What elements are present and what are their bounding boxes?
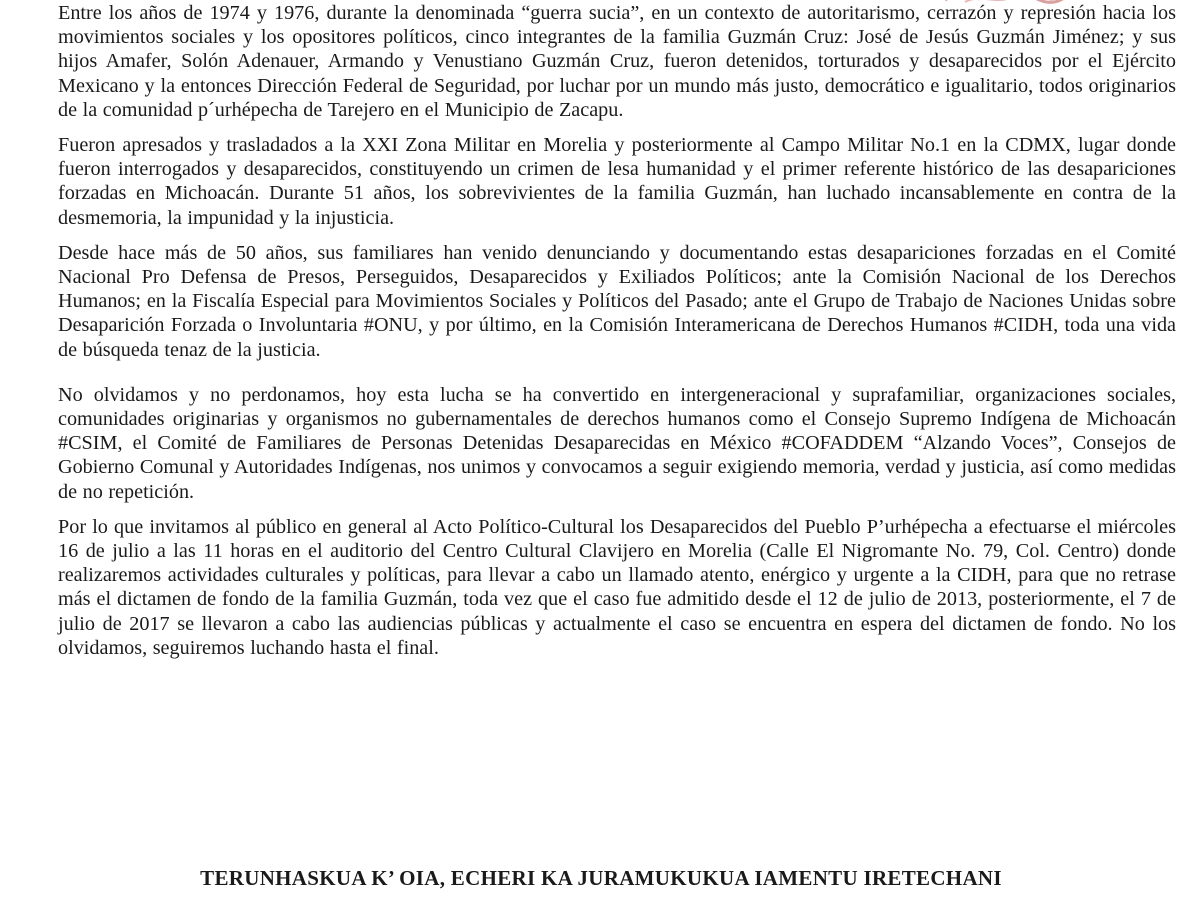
- paragraph-apresados: Fueron apresados y trasladados a la XXI Zona Militar en Morelia y posteriormente al Campo Militar No.1 en la CDMX, lugar donde fueron interrogados y desaparecidos, constituyendo un crimen de lesa humanidad y el primer referente histórico de las desapariciones forzadas en Michoacán. Durante 51 años, los sobrevivientes de la familia Guzmán, han luchado incansablemente en contra de la desmemoria, la impunidad y la injusticia.: [58, 134, 1176, 229]
- paragraph-invitacion: Por lo que invitamos al público en general al Acto Político-Cultural los Desaparecidos del Pueblo P’urhépecha a efectuarse el miércoles 16 de julio a las 11 horas en el auditorio del Centro Cultural Clavijero en Morelia (Calle El Nigromante No. 79, Col. Centro) donde realizaremos actividades culturales y políticas, para llevar a cabo un llamado atento, enérgico y urgente a la CIDH, para que no retrase más el dictamen de fondo de la familia Guzmán, toda vez que el caso fue admitido desde el 12 de julio de 2013, posteriormente, el 7 de julio de 2017 se llevaron a cabo las audiencias públicas y actualmente el caso se encuentra en espera del dictamen de fondo. No los olvidamos, seguiremos luchando hasta el final.: [58, 515, 1176, 659]
- cut-off-line: [0, 892, 1200, 900]
- document-body: [58, 1, 1176, 671]
- paragraph-guerra-sucia: Entre los años de 1974 y 1976, durante la denominada “guerra sucia”, en un contexto de autoritarismo, cerrazón y represión hacia los movimientos sociales y los opositores políticos, cinco integrantes de la familia Guzmán Cruz: José de Jesús Guzmán Jiménez; y sus hijos Amafer, Solón Adenauer, Armando y Venustiano Guzmán Cruz, fueron detenidos, torturados y desaparecidos por el Ejército Mexicano y la entonces Dirección Federal de Seguridad, por luchar por un mundo más justo, democrático e igualitario, todos originarios de la comunidad p´urhépecha de Tarejero en el Municipio de Zacapu.: [58, 2, 1176, 121]
- cut-off-text-decoration: [0, 892, 1200, 899]
- paragraph-denuncias: Desde hace más de 50 años, sus familiares han venido denunciando y documentando estas desapariciones forzadas en el Comité Nacional Pro Defensa de Presos, Perseguidos, Desaparecidos y Exiliados Políticos; ante la Comisión Nacional de los Derechos Humanos; en la Fiscalía Especial para Movimientos Sociales y Políticos del Pasado; ante el Grupo de Trabajo de Naciones Unidas sobre Desaparición Forzada o Involuntaria #ONU, y por último, en la Comisión Interamericana de Derechos Humanos #CIDH, toda una vida de búsqueda tenaz de la justicia.: [58, 241, 1176, 361]
- closing-heading: TERUNHASKUA K’ OIA, ECHERI KA JURAMUKUKUA IAMENTU IRETECHANI: [200, 866, 1002, 890]
- paragraph-no-olvidamos: No olvidamos y no perdonamos, hoy esta lucha se ha convertido en intergeneracional y suprafamiliar, organizaciones sociales, comunidades originarias y organismos no gubernamentales de derechos humanos como el Consejo Supremo Indígena de Michoacán #CSIM, el Comité de Familiares de Personas Detenidas Desaparecidas en México #COFADDEM “Alzando Voces”, Consejos de Gobierno Comunal y Autoridades Indígenas, nos unimos y convocamos a seguir exigiendo memoria, verdad y justicia, así como medidas de no repetición.: [58, 383, 1176, 503]
